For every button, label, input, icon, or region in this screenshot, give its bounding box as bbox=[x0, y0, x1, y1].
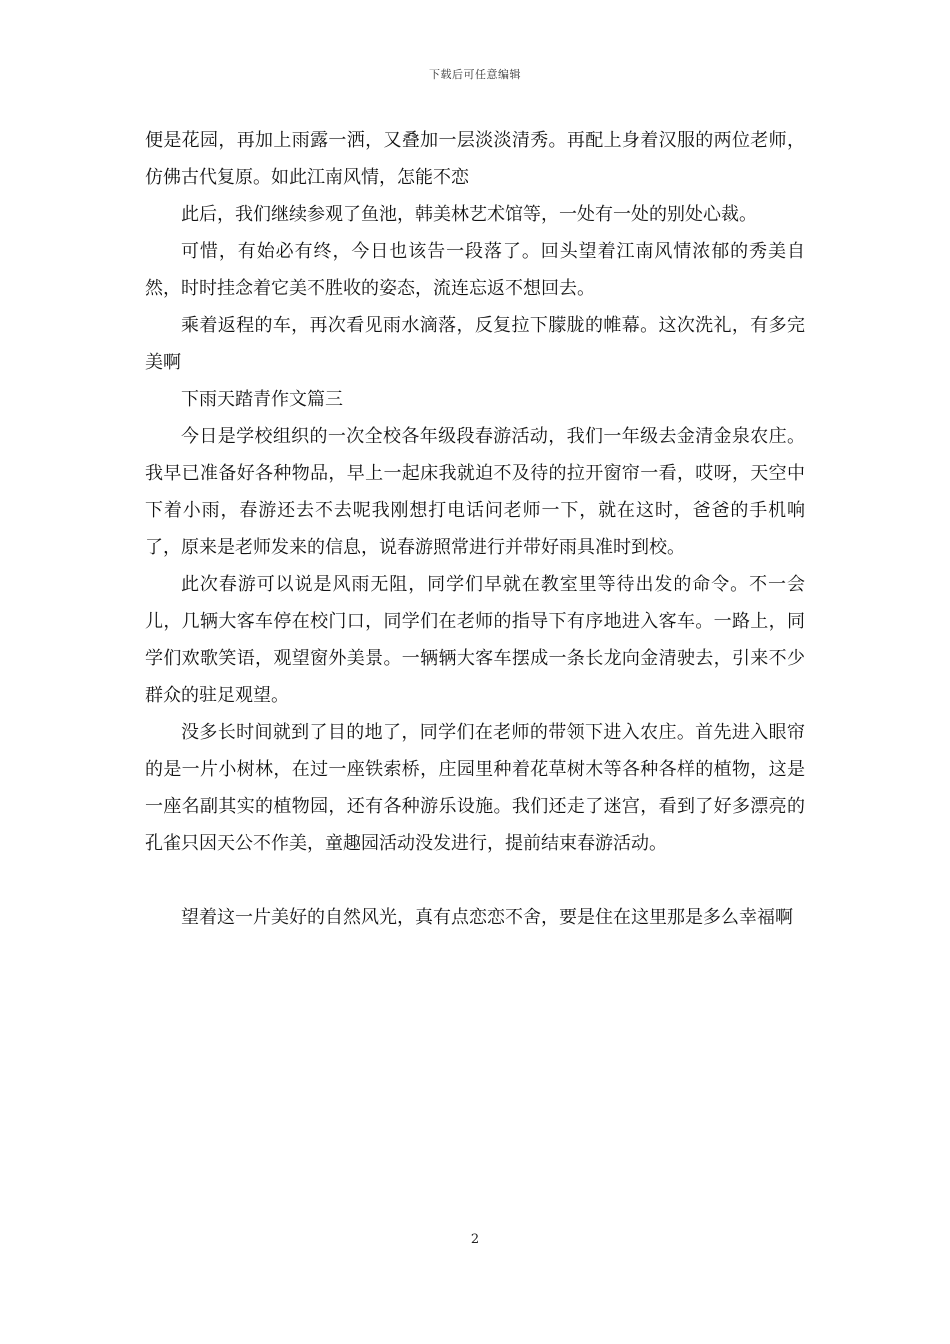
page-number: 2 bbox=[470, 1232, 480, 1247]
paragraph: 此后，我们继续参观了鱼池，韩美林艺术馆等，一处有一处的别处心裁。 bbox=[181, 204, 757, 225]
paragraph: 今日是学校组织的一次全校各年级段春游活动，我们一年级去金清金泉农庄。我早已准备好各种物品，早上一起床我就迫不及待的拉开窗帘一看，哎呀，天空中下着小雨，春游还去不去呢我刚想打电话问老师一下，就在这时，爸爸的手机响了，原来是老师发来的信息，说春游照常进行并带好雨具准时到校。 bbox=[145, 426, 805, 558]
section-heading: 下雨天踏青作文篇三 bbox=[181, 389, 343, 410]
blank-line bbox=[145, 862, 805, 899]
document-body bbox=[145, 122, 805, 936]
page-header: 下载后可任意编辑 bbox=[429, 68, 521, 81]
paragraph: 便是花园，再加上雨露一洒，又叠加一层淡淡清秀。再配上身着汉服的两位老师，仿佛古代复原。如此江南风情，怎能不恋 bbox=[145, 130, 805, 188]
paragraph: 望着这一片美好的自然风光，真有点恋恋不舍，要是住在这里那是多么幸福啊 bbox=[181, 907, 793, 928]
paragraph: 没多长时间就到了目的地了，同学们在老师的带领下进入农庄。首先进入眼帘的是一片小树林，在过一座铁索桥，庄园里种着花草树木等各种各样的植物，这是一座名副其实的植物园，还有各种游乐设施。我们还走了迷宫，看到了好多漂亮的孔雀只因天公不作美，童趣园活动没发进行，提前结束春游活动。 bbox=[145, 722, 805, 854]
paragraph: 此次春游可以说是风雨无阻，同学们早就在教室里等待出发的命令。不一会儿，几辆大客车停在校门口，同学们在老师的指导下有序地进入客车。一路上，同学们欢歌笑语，观望窗外美景。一辆辆大客车摆成一条长龙向金清驶去，引来不少群众的驻足观望。 bbox=[145, 574, 805, 706]
paragraph: 乘着返程的车，再次看见雨水滴落，反复拉下朦胧的帷幕。这次洗礼，有多完美啊 bbox=[145, 315, 805, 373]
paragraph: 可惜，有始必有终，今日也该告一段落了。回头望着江南风情浓郁的秀美自然，时时挂念着它美不胜收的姿态，流连忘返不想回去。 bbox=[145, 241, 805, 299]
